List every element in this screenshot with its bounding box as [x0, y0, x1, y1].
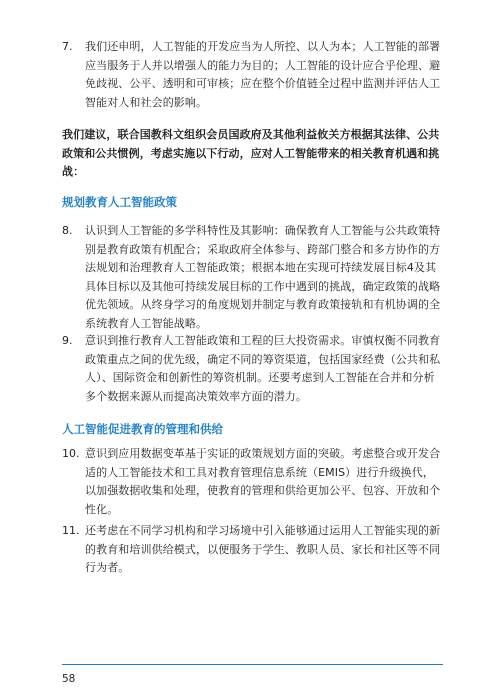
item-9-text: 意识到推行教育人工智能政策和工程的巨大投资需求。审慎权衡不同教育政策重点之间的优先级，确定不同的筹资渠道，包括国家经费（公共和私人）、国际资金和创新性的筹资机制。还要考虑到人工智能在合并和分析多个数据来源从而提高决策效率方面的潜力。: [85, 334, 441, 403]
item-9-number: 9.: [62, 334, 73, 347]
recommendation-intro: 我们建议，联合国教科文组织会员国政府及其他利益攸关方根据其法律、公共政策和公共惯例，考虑实施以下行动，应对人工智能带来的相关教育机遇和挑战：: [62, 128, 440, 178]
section-heading-management: 人工智能促进教育的管理和供给: [62, 422, 223, 436]
section-heading-policy: 规划教育人工智能政策: [62, 195, 177, 209]
item-8-text: 认识到人工智能的多学科特性及其影响：确保教育人工智能与公共政策特别是教育政策有机配合；采取政府全体参与、跨部门整合和多方协作的方法规划和治理教育人工智能政策；根据本地在实现可持续发展目标4及其具体目标以及其他可持续发展目标的工作中遇到的挑战，确定政策的战略优先领域。从终身学习的角度规划并制定与教育政策接轨和有机协调的全系统教育人工智能战略。: [85, 224, 441, 330]
item-11-number: 11.: [62, 524, 80, 537]
item-8-number: 8.: [62, 224, 73, 237]
item-7-number: 7.: [62, 40, 73, 53]
item-10-text: 意识到应用数据变革基于实证的政策规划方面的突破。考虑整合或开发合适的人工智能技术和工具对教育管理信息系统（EMIS）进行升级换代，以加强数据收集和处理，使教育的管理和供给更加公平、包容、开放和个性化。: [85, 447, 441, 516]
item-11-text: 还考虑在不同学习机构和学习场境中引入能够通过运用人工智能实现的新的教育和培训供给模式，以便服务于学生、教职人员、家长和社区等不同行为者。: [85, 524, 441, 574]
item-10-number: 10.: [62, 447, 80, 460]
page-number: 58: [62, 673, 76, 685]
item-7-text: 我们还申明，人工智能的开发应当为人所控、以人为本；人工智能的部署应当服务于人并以增强人的能力为目的；人工智能的设计应合乎伦理、避免歧视、公平、透明和可审核；应在整个价值链全过程中监测并评估人工智能对人和社会的影响。: [85, 40, 441, 109]
footer-divider: [62, 664, 443, 665]
